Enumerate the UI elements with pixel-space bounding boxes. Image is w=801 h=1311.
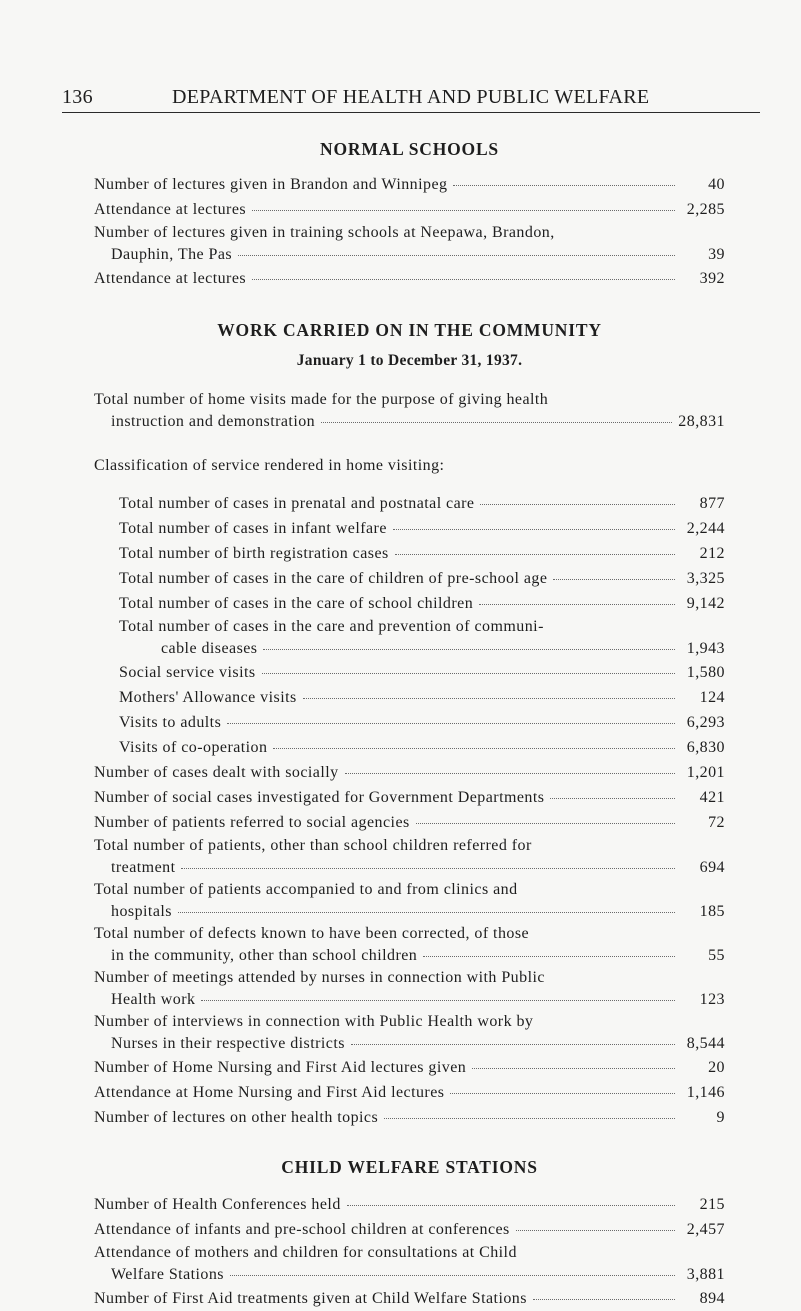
- dot-leader: [252, 209, 675, 211]
- dot-leader: [533, 1298, 675, 1300]
- row-label-line1: Number of lectures given in training schools at Neepawa, Brandon,: [94, 224, 555, 241]
- dot-leader: [262, 672, 675, 674]
- dot-leader: [384, 1117, 675, 1119]
- row-label-line1: Total number of home visits made for the purpose of giving health: [94, 391, 549, 408]
- row-label: Visits of co-operation: [119, 739, 268, 756]
- stat-row: [94, 1286, 725, 1311]
- row-label: Number of cases dealt with socially: [94, 764, 339, 781]
- row-label-line2: in the community, other than school children: [111, 947, 418, 964]
- row-value: 6,293: [686, 714, 725, 731]
- row-value: 55: [708, 947, 725, 964]
- row-value: 3,325: [686, 570, 725, 587]
- dot-leader: [480, 503, 675, 505]
- dot-leader: [516, 1229, 675, 1231]
- row-label: Number of lectures on other health topics: [94, 1109, 379, 1126]
- community-stats-list: [94, 760, 725, 1130]
- row-value: 1,146: [686, 1084, 725, 1101]
- row-label: Total number of cases in infant welfare: [119, 520, 387, 537]
- stat-row: [94, 760, 725, 785]
- dot-leader: [393, 528, 675, 530]
- dot-leader: [453, 184, 675, 186]
- dot-leader: [395, 553, 675, 555]
- row-label: Attendance at lectures: [94, 201, 247, 218]
- dot-leader: [252, 278, 675, 280]
- row-value: 40: [708, 176, 725, 193]
- normal-schools-heading: NORMAL SCHOOLS: [320, 139, 499, 159]
- dot-leader: [227, 722, 675, 724]
- dot-leader: [178, 911, 675, 913]
- dot-leader: [553, 578, 675, 580]
- row-label: Total number of birth registration cases: [119, 545, 389, 562]
- row-value: 124: [699, 689, 725, 706]
- row-label: Number of lectures given in Brandon and Winnipeg: [94, 176, 448, 193]
- stat-row: [94, 785, 725, 810]
- stat-row: [94, 660, 725, 685]
- row-label: Attendance at Home Nursing and First Aid lectures: [94, 1084, 445, 1101]
- stat-row: [94, 616, 725, 660]
- row-value: 6,830: [686, 739, 725, 756]
- normal-row-3: [94, 222, 725, 266]
- row-value: 28,831: [678, 413, 725, 430]
- stat-row: [94, 967, 725, 1011]
- stat-row: [94, 541, 725, 566]
- row-value: 215: [699, 1196, 725, 1213]
- stat-row: [94, 491, 725, 516]
- dot-leader: [416, 822, 675, 824]
- row-label: Total number of cases in the care of school children: [119, 595, 474, 612]
- dot-leader: [238, 254, 675, 256]
- row-value: 2,244: [686, 520, 725, 537]
- row-label: Number of social cases investigated for Government Departments: [94, 789, 545, 806]
- running-header: [62, 86, 762, 108]
- row-label-line1: Number of meetings attended by nurses in connection with Public: [94, 969, 545, 986]
- header-rule: [62, 112, 760, 113]
- row-value: 392: [699, 270, 725, 287]
- row-value: 39: [708, 246, 725, 263]
- row-label: Number of First Aid treatments given at Child Welfare Stations: [94, 1290, 527, 1307]
- row-value: 2,285: [686, 201, 725, 218]
- classification-intro: Classification of service rendered in home visiting:: [94, 457, 445, 474]
- dot-leader: [303, 697, 675, 699]
- row-label-line1: Total number of defects known to have been corrected, of those: [94, 925, 530, 942]
- row-label: Mothers' Allowance visits: [119, 689, 297, 706]
- row-value: 72: [708, 814, 725, 831]
- stat-row: [94, 1192, 725, 1217]
- row-value: 123: [699, 991, 725, 1008]
- row-value: 894: [699, 1290, 725, 1307]
- row-label-line2: instruction and demonstration: [111, 413, 316, 430]
- row-value: 185: [699, 903, 725, 920]
- dot-leader: [321, 421, 672, 423]
- row-label: Attendance at lectures: [94, 270, 247, 287]
- dot-leader: [347, 1204, 675, 1206]
- stat-row: [94, 516, 725, 541]
- stat-row: [94, 1217, 725, 1242]
- normal-row-4: [94, 266, 725, 291]
- row-label: Attendance of infants and pre-school children at conferences: [94, 1221, 510, 1238]
- stat-row: [94, 591, 725, 616]
- row-label-line1: Number of interviews in connection with Public Health work by: [94, 1013, 534, 1030]
- row-label: Visits to adults: [119, 714, 222, 731]
- row-value: 694: [699, 859, 725, 876]
- row-label-line2: Dauphin, The Pas: [111, 246, 233, 263]
- stat-row: [94, 566, 725, 591]
- dot-leader: [201, 999, 675, 1001]
- row-label: Number of Health Conferences held: [94, 1196, 341, 1213]
- row-value: 877: [699, 495, 725, 512]
- stat-row: [94, 1055, 725, 1080]
- stat-row: [94, 835, 725, 879]
- row-label-line1: Total number of cases in the care and prevention of communi-: [119, 618, 544, 635]
- dot-leader: [550, 797, 675, 799]
- row-value: 212: [699, 545, 725, 562]
- stat-row: [94, 735, 725, 760]
- row-label-line1: Attendance of mothers and children for consultations at Child: [94, 1244, 517, 1261]
- stat-row: [94, 710, 725, 735]
- row-label-line2: Health work: [111, 991, 196, 1008]
- dot-leader: [479, 603, 675, 605]
- stat-row: [94, 1242, 725, 1286]
- running-title: DEPARTMENT OF HEALTH AND PUBLIC WELFARE: [172, 86, 650, 108]
- row-label-line1: Total number of patients, other than school children referred for: [94, 837, 532, 854]
- page-number: 136: [62, 86, 93, 108]
- row-label: Total number of cases in the care of children of pre-school age: [119, 570, 548, 587]
- row-label-line2: hospitals: [111, 903, 172, 920]
- row-value: 2,457: [686, 1221, 725, 1238]
- dot-leader: [450, 1092, 675, 1094]
- row-label-line2: Welfare Stations: [111, 1266, 224, 1283]
- stat-row: [94, 1080, 725, 1105]
- row-label: Number of patients referred to social agencies: [94, 814, 410, 831]
- stat-row: [94, 685, 725, 710]
- dot-leader: [230, 1274, 675, 1276]
- row-value: 8,544: [686, 1035, 725, 1052]
- row-value: 9: [716, 1109, 725, 1126]
- dot-leader: [423, 955, 675, 957]
- stat-row: [94, 1011, 725, 1055]
- normal-row-2: [94, 197, 725, 222]
- row-label-line2: cable diseases: [161, 640, 258, 657]
- home-visits-row: [94, 389, 725, 433]
- dot-leader: [273, 747, 675, 749]
- stat-row: [94, 1105, 725, 1130]
- dot-leader: [345, 772, 675, 774]
- classification-list: [94, 491, 725, 760]
- dot-leader: [472, 1067, 675, 1069]
- row-value: 9,142: [686, 595, 725, 612]
- dot-leader: [263, 648, 675, 650]
- child-welfare-list: [94, 1192, 725, 1311]
- row-value: 421: [699, 789, 725, 806]
- page-body: [94, 138, 725, 1311]
- date-range: January 1 to December 31, 1937.: [296, 352, 523, 369]
- row-value: 1,580: [686, 664, 725, 681]
- community-heading: WORK CARRIED ON IN THE COMMUNITY: [217, 320, 602, 340]
- row-value: 20: [708, 1059, 725, 1076]
- row-value: 1,201: [686, 764, 725, 781]
- normal-row-1: [94, 172, 725, 197]
- stat-row: [94, 879, 725, 923]
- row-label-line2: Nurses in their respective districts: [111, 1035, 345, 1052]
- child-welfare-heading: CHILD WELFARE STATIONS: [281, 1157, 538, 1177]
- stat-row: [94, 810, 725, 835]
- row-label-line2: treatment: [111, 859, 176, 876]
- dot-leader: [181, 867, 675, 869]
- row-label: Total number of cases in prenatal and postnatal care: [119, 495, 475, 512]
- row-value: 3,881: [686, 1266, 725, 1283]
- row-label: Social service visits: [119, 664, 256, 681]
- row-label: Number of Home Nursing and First Aid lectures given: [94, 1059, 467, 1076]
- stat-row: [94, 923, 725, 967]
- row-value: 1,943: [686, 640, 725, 657]
- dot-leader: [351, 1043, 675, 1045]
- row-label-line1: Total number of patients accompanied to and from clinics and: [94, 881, 518, 898]
